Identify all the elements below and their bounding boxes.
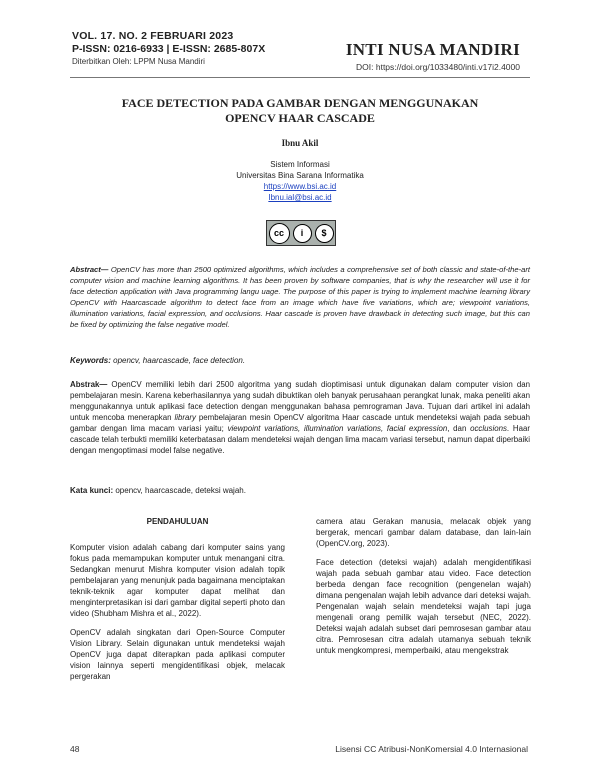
paragraph: Komputer vision adalah cabang dari komputer sains yang fokus pada memampukan komputer untuk menangani citra. Sedangkan menurut Mishra komputer vision adalah topik pembelajaran yang menunjuk pada bagaimana menciptakan teknik-teknik agar komputer dapat melihat dan menginterpretasikan isi dari gambar digital seperti photo dan video (Shubham Mishra et al., 2022). <box>70 543 285 618</box>
attribution-icon: i <box>293 224 312 243</box>
abstrak-text-1: OpenCV memiliki lebih dari 2500 algoritma yang sudah dioptimisasi untuk digunakan dalam computer vision dan pembelajaran mesin. Karena keberhasilannya yang sudah dibuktikan oleh banyak perusahaan perangkat lunak, maka peneliti akan menggunakannya untuk aplikasi face detection dengan menggunakan bahasa pemrograman Java. Tujuan dari artikel ini adalah untuk mencoba menerapkan <box>70 380 530 422</box>
paragraph: Face detection (deteksi wajah) adalah mengidentifikasi wajah pada sebuah gambar atau video. Face detection berbeda dengan face recognition (pengenelan wajah) dimana pengenalan wajah lebih advance dari deteksi wajah. Pengenalan wajah selain mendeteksi wajah tapi juga mengenali orang pemilik wajah tersebut (NEC, 2022). Deteksi wajah adalah subset dari pemrosesan gambar atau citra. Pemrosesan citra adalah utamanya sebuah teknik untuk mengkompresi, memperbaiki, atau mengekstrak <box>316 558 531 655</box>
creative-commons-badge[interactable] <box>266 220 336 246</box>
right-column <box>316 516 531 664</box>
header-divider <box>70 77 530 78</box>
abstract-english <box>70 264 530 330</box>
author-email-link[interactable]: Ibnu.ial@bsi.ac.id <box>268 193 332 202</box>
title-line-2: OPENCV HAAR CASCADE <box>225 111 375 125</box>
publisher-line: Diterbitkan Oleh: LPPM Nusa Mandiri <box>72 57 205 66</box>
university: Universitas Bina Sarana Informatika <box>236 171 364 180</box>
paragraph: camera atau Gerakan manusia, melacak objek yang bergerak, mencari gambar dalam database, dan lain-lain (OpenCV.org, 2023). <box>316 517 531 548</box>
abstrak-text-3: , dan <box>447 424 471 433</box>
paragraph: OpenCV adalah singkatan dari Open-Source Computer Vision Library. Selain digunakan untuk mendeteksi wajah OpenCV juga dapat diterapkan pada aplikasi computer vision lainnya seperti mengidentifikasi objek, melacak pergerakan <box>70 628 285 681</box>
abstract-indonesian <box>70 379 530 456</box>
noncommercial-icon: $ <box>315 224 334 243</box>
kata-kunci-label: Kata kunci: <box>70 486 114 495</box>
abstract-text: OpenCV has more than 2500 optimized algorithms, which includes a comprehensive set of both classic and state-of-the-art computer vision and machine learning algorithms. It has been proven by software companies, that is why the researcher will use it for face detection application with Java programming langu uage. The purpose of this paper is trying to implement machine learning library OpenCV with Haarcascade algorithm to detect face from an image which have five variations, which are; viewpoint variations, illumination variations, facial expression, and occlusions. Haar cascade is proven have drawback in detecting such image, but this can be fixed by optimizing the false negative model. <box>70 265 530 329</box>
abstrak-text-2: pembelajaran mesin OpenCV algoritma Haar cascade untuk mendeteksi wajah pada sebuah gambar dengan lima macam variasi yaitu; <box>70 413 530 433</box>
doi-link[interactable]: DOI: https://doi.org/1033480/inti.v17i2.4000 <box>356 62 520 72</box>
title-line-1: FACE DETECTION PADA GAMBAR DENGAN MENGGUNAKAN <box>121 96 479 110</box>
section-heading: PENDAHULUAN <box>146 517 209 526</box>
article-title <box>70 96 530 126</box>
keywords-indonesian <box>70 486 530 495</box>
kata-kunci-text: opencv, haarcascade, deteksi wajah. <box>113 486 246 495</box>
issn-numbers: P-ISSN: 0216-6933 | E-ISSN: 2685-807X <box>72 43 266 55</box>
page-number: 48 <box>70 744 80 754</box>
volume-issue: VOL. 17. NO. 2 FEBRUARI 2023 <box>72 30 234 42</box>
university-url-link[interactable]: https://www.bsi.ac.id <box>263 182 337 191</box>
journal-header-info <box>72 30 265 68</box>
affiliation-block <box>70 159 530 203</box>
abstrak-label: Abstrak— <box>70 380 108 389</box>
journal-name: INTI NUSA MANDIRI <box>345 40 520 59</box>
abstrak-italic-occlusions: occlusions <box>470 424 507 433</box>
cc-icon: cc <box>269 223 290 244</box>
keywords-english <box>70 356 530 365</box>
department: Sistem Informasi <box>270 160 330 169</box>
abstrak-italic-library: library <box>174 413 196 422</box>
abstract-label: Abstract— <box>70 265 109 274</box>
license-footer: Lisensi CC Atribusi-NonKomersial 4.0 Internasional <box>335 744 528 754</box>
keywords-text: opencv, haarcascade, face detection. <box>110 356 246 365</box>
abstrak-text-4: . Haar cascade telah terbukti memiliki keterbatasan dalam mendeteksi wajah dengan lima macam variasi tersebut, namun dapat diperbaiki dengan mengoptimasi model false negative. <box>70 424 530 455</box>
author-name: Ibnu Akil <box>281 138 319 148</box>
abstrak-italic-variations: viewpoint variations, illumination variations, facial expression <box>227 424 448 433</box>
left-column <box>70 516 285 690</box>
keywords-label: Keywords: <box>70 356 111 365</box>
